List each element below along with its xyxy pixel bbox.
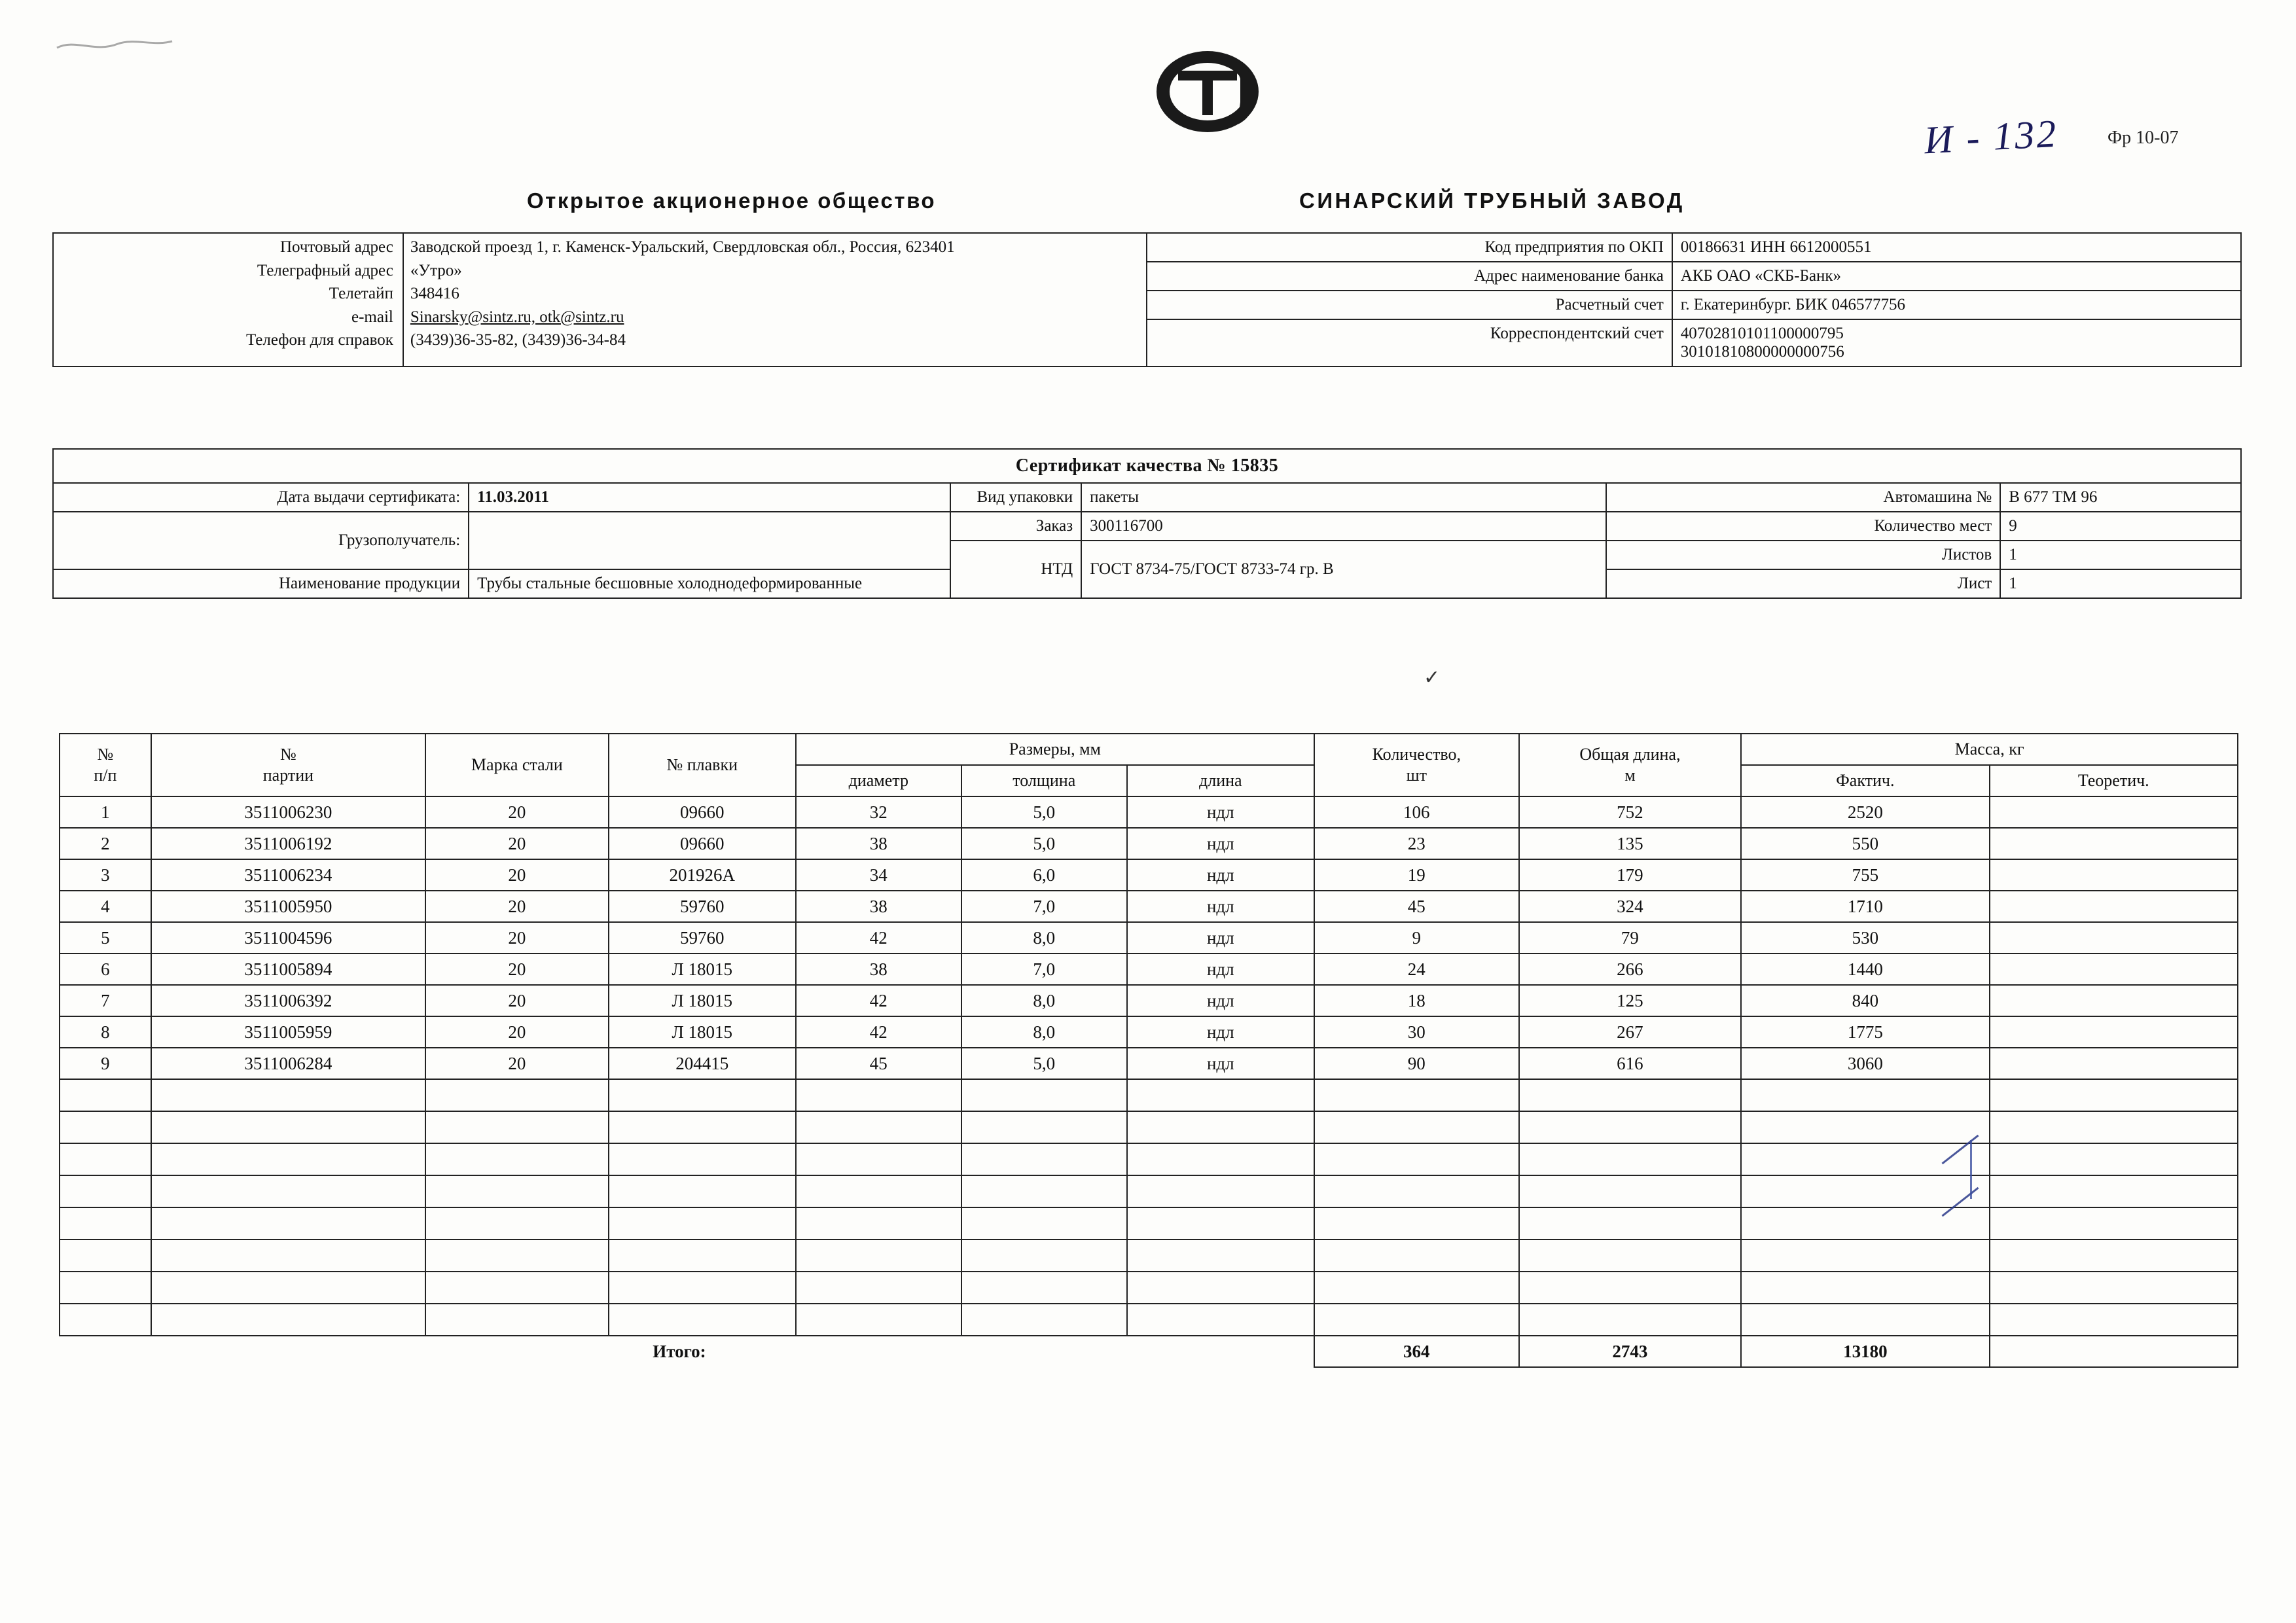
- cell-mass-theoretical: [1990, 985, 2238, 1016]
- cert-consignee-value: [469, 512, 950, 569]
- cell-heat: 204415: [609, 1048, 796, 1079]
- cell-empty: [60, 1272, 151, 1304]
- cell-empty: [1990, 1304, 2238, 1336]
- cell-empty: [1990, 1175, 2238, 1207]
- cell-diameter: 45: [796, 1048, 961, 1079]
- cell-empty: [60, 1111, 151, 1143]
- cell-empty: [151, 1240, 425, 1272]
- cell-empty: [1741, 1240, 1989, 1272]
- cell-thickness: 6,0: [961, 859, 1127, 891]
- cell-empty: [1741, 1207, 1989, 1240]
- cert-order-value: 300116700: [1081, 512, 1606, 541]
- cell-empty: [1127, 1240, 1314, 1272]
- cell-length: ндл: [1127, 954, 1314, 985]
- cell-thickness: 8,0: [961, 922, 1127, 954]
- th-thickness: толщина: [961, 765, 1127, 796]
- cell-length: ндл: [1127, 796, 1314, 828]
- cell-row-number: 9: [60, 1048, 151, 1079]
- total-mass-theoretical: [1990, 1336, 2238, 1367]
- cell-empty: [1990, 1240, 2238, 1272]
- cell-empty: [1741, 1079, 1989, 1111]
- cell-empty: [796, 1143, 961, 1175]
- contact-value-phone: (3439)36-35-82, (3439)36-34-84: [410, 331, 626, 349]
- th-total-length-line2: м: [1624, 766, 1636, 785]
- table-row: [60, 1048, 2238, 1079]
- cell-empty: [1741, 1143, 1989, 1175]
- cell-empty: [1519, 1207, 1741, 1240]
- cell-empty: [961, 1304, 1127, 1336]
- cell-empty: [796, 1111, 961, 1143]
- cell-empty: [1741, 1175, 1989, 1207]
- cell-empty: [961, 1079, 1127, 1111]
- table-row-empty: [60, 1111, 2238, 1143]
- contacts-labels-cell: [53, 233, 403, 366]
- cert-consignee-label: Грузополучатель:: [53, 512, 469, 569]
- cell-mass-fact: 1710: [1741, 891, 1989, 922]
- cell-empty: [1741, 1304, 1989, 1336]
- cell-steel: 20: [425, 954, 609, 985]
- cert-packing-value: пакеты: [1081, 483, 1606, 512]
- table-row: [60, 859, 2238, 891]
- cell-diameter: 42: [796, 1016, 961, 1048]
- cell-empty: [60, 1240, 151, 1272]
- cell-total-length: 616: [1519, 1048, 1741, 1079]
- th-quantity-line2: шт: [1406, 766, 1427, 785]
- cell-row-number: 4: [60, 891, 151, 922]
- cert-date-label: Дата выдачи сертификата:: [53, 483, 469, 512]
- cell-length: ндл: [1127, 859, 1314, 891]
- total-mass-fact: 13180: [1741, 1336, 1989, 1367]
- th-mass-fact: Фактич.: [1741, 765, 1989, 796]
- cell-empty: [609, 1175, 796, 1207]
- cell-mass-fact: 2520: [1741, 796, 1989, 828]
- cell-empty: [609, 1240, 796, 1272]
- cell-heat: 59760: [609, 891, 796, 922]
- bank-label-name: Адрес наименование банка: [1147, 262, 1672, 291]
- cell-steel: 20: [425, 796, 609, 828]
- cell-empty: [609, 1207, 796, 1240]
- total-length: 2743: [1519, 1336, 1741, 1367]
- cell-quantity: 9: [1314, 922, 1519, 954]
- th-steel-grade: Марка стали: [425, 734, 609, 796]
- cell-empty: [1127, 1111, 1314, 1143]
- cell-empty: [151, 1111, 425, 1143]
- cell-thickness: 5,0: [961, 1048, 1127, 1079]
- cell-empty: [1127, 1079, 1314, 1111]
- table-row-empty: [60, 1175, 2238, 1207]
- cell-heat: 09660: [609, 828, 796, 859]
- contact-value-email: Sinarsky@sintz.ru, otk@sintz.ru: [410, 308, 624, 326]
- cell-mass-fact: 840: [1741, 985, 1989, 1016]
- cell-quantity: 45: [1314, 891, 1519, 922]
- cell-empty: [1127, 1175, 1314, 1207]
- cell-total-length: 79: [1519, 922, 1741, 954]
- th-row-number: [60, 734, 151, 796]
- cell-empty: [609, 1111, 796, 1143]
- cell-heat: Л 18015: [609, 985, 796, 1016]
- table-row: [60, 954, 2238, 985]
- cell-steel: 20: [425, 922, 609, 954]
- cell-row-number: 7: [60, 985, 151, 1016]
- cell-empty: [60, 1143, 151, 1175]
- cell-empty: [796, 1240, 961, 1272]
- cert-sheet-label: Лист: [1606, 569, 2000, 598]
- contact-value-telegraph: «Утро»: [410, 261, 462, 279]
- cell-party: 3511004596: [151, 922, 425, 954]
- cell-empty: [796, 1272, 961, 1304]
- cell-empty: [60, 1304, 151, 1336]
- cell-empty: [1741, 1111, 1989, 1143]
- cell-mass-theoretical: [1990, 859, 2238, 891]
- cell-party: 3511006234: [151, 859, 425, 891]
- cert-packing-label: Вид упаковки: [950, 483, 1082, 512]
- cert-sheet-value: 1: [2000, 569, 2241, 598]
- cell-empty: [425, 1143, 609, 1175]
- cell-steel: 20: [425, 985, 609, 1016]
- cell-empty: [1127, 1304, 1314, 1336]
- cell-mass-fact: 1440: [1741, 954, 1989, 985]
- table-row-empty: [60, 1207, 2238, 1240]
- cell-thickness: 8,0: [961, 1016, 1127, 1048]
- cert-order-label: Заказ: [950, 512, 1082, 541]
- cell-empty: [1519, 1304, 1741, 1336]
- cell-row-number: 8: [60, 1016, 151, 1048]
- total-quantity: 364: [1314, 1336, 1519, 1367]
- cell-empty: [961, 1175, 1127, 1207]
- cell-row-number: 3: [60, 859, 151, 891]
- cell-empty: [425, 1175, 609, 1207]
- th-mass-theoretical: Теоретич.: [1990, 765, 2238, 796]
- cell-quantity: 23: [1314, 828, 1519, 859]
- cell-empty: [425, 1240, 609, 1272]
- th-party-line2: партии: [262, 766, 314, 785]
- cell-empty: [961, 1240, 1127, 1272]
- cell-empty: [1127, 1272, 1314, 1304]
- cell-empty: [151, 1304, 425, 1336]
- cell-empty: [1314, 1207, 1519, 1240]
- cell-total-length: 324: [1519, 891, 1741, 922]
- contact-label-telegraph: Телеграфный адрес: [257, 261, 393, 279]
- cell-heat: Л 18015: [609, 1016, 796, 1048]
- bank-value-name: АКБ ОАО «СКБ-Банк»: [1672, 262, 2241, 291]
- bank-value-city-bik: г. Екатеринбург. БИК 046577756: [1672, 291, 2241, 319]
- cell-empty: [1314, 1111, 1519, 1143]
- cell-empty: [609, 1079, 796, 1111]
- cell-heat: Л 18015: [609, 954, 796, 985]
- cert-product-label: Наименование продукции: [53, 569, 469, 598]
- table-row-empty: [60, 1240, 2238, 1272]
- cell-diameter: 32: [796, 796, 961, 828]
- cell-quantity: 24: [1314, 954, 1519, 985]
- cell-empty: [1990, 1079, 2238, 1111]
- th-quantity-line1: Количество,: [1372, 744, 1461, 764]
- cell-mass-fact: 1775: [1741, 1016, 1989, 1048]
- cell-empty: [60, 1207, 151, 1240]
- cell-empty: [151, 1207, 425, 1240]
- cell-mass-theoretical: [1990, 796, 2238, 828]
- cell-row-number: 5: [60, 922, 151, 954]
- cell-empty: [60, 1175, 151, 1207]
- table-row: [60, 985, 2238, 1016]
- cell-thickness: 7,0: [961, 891, 1127, 922]
- contact-value-teletype: 348416: [410, 285, 459, 302]
- cell-mass-theoretical: [1990, 1048, 2238, 1079]
- cell-heat: 201926А: [609, 859, 796, 891]
- cell-steel: 20: [425, 891, 609, 922]
- cell-diameter: 42: [796, 922, 961, 954]
- cell-mass-theoretical: [1990, 828, 2238, 859]
- th-row-number-line1: №: [97, 744, 114, 764]
- cell-empty: [151, 1079, 425, 1111]
- cell-empty: [961, 1272, 1127, 1304]
- contact-label-phone: Телефон для справок: [245, 331, 393, 349]
- ink-vertical-line: [1970, 1140, 1972, 1199]
- cell-empty: [425, 1304, 609, 1336]
- cell-empty: [961, 1143, 1127, 1175]
- table-row: [60, 891, 2238, 922]
- cell-empty: [151, 1143, 425, 1175]
- cell-empty: [796, 1079, 961, 1111]
- cell-empty: [1990, 1143, 2238, 1175]
- table-row-empty: [60, 1079, 2238, 1111]
- cell-quantity: 18: [1314, 985, 1519, 1016]
- contacts-bank-block: [52, 232, 2242, 367]
- cell-thickness: 5,0: [961, 828, 1127, 859]
- cell-steel: 20: [425, 1016, 609, 1048]
- cell-length: ндл: [1127, 891, 1314, 922]
- table-row: [60, 1016, 2238, 1048]
- cell-empty: [961, 1111, 1127, 1143]
- cell-diameter: 38: [796, 954, 961, 985]
- cell-empty: [1519, 1143, 1741, 1175]
- th-length: длина: [1127, 765, 1314, 796]
- cell-length: ндл: [1127, 828, 1314, 859]
- cell-empty: [1519, 1079, 1741, 1111]
- contact-label-teletype: Телетайп: [329, 285, 393, 302]
- cell-mass-theoretical: [1990, 922, 2238, 954]
- cell-empty: [1990, 1111, 2238, 1143]
- cell-heat: 59760: [609, 922, 796, 954]
- cert-sheets-label: Листов: [1606, 541, 2000, 569]
- cell-party: 3511006392: [151, 985, 425, 1016]
- cell-party: 3511006230: [151, 796, 425, 828]
- cell-quantity: 90: [1314, 1048, 1519, 1079]
- cell-empty: [796, 1304, 961, 1336]
- cell-empty: [1990, 1207, 2238, 1240]
- cell-empty: [60, 1079, 151, 1111]
- th-party: [151, 734, 425, 796]
- cell-empty: [1519, 1272, 1741, 1304]
- cert-vehicle-label: Автомашина №: [1606, 483, 2000, 512]
- contact-value-postal: Заводской проезд 1, г. Каменск-Уральский, Свердловская обл., Россия, 623401: [410, 238, 955, 256]
- th-total-length-line1: Общая длина,: [1579, 744, 1681, 764]
- cell-mass-theoretical: [1990, 891, 2238, 922]
- cell-mass-fact: 3060: [1741, 1048, 1989, 1079]
- cell-party: 3511005959: [151, 1016, 425, 1048]
- cell-empty: [425, 1272, 609, 1304]
- cert-date-value: 11.03.2011: [469, 483, 950, 512]
- handwritten-mark: И - 132: [1923, 111, 2059, 162]
- cell-thickness: 5,0: [961, 796, 1127, 828]
- cell-quantity: 19: [1314, 859, 1519, 891]
- bank-value-accounts: [1672, 319, 2241, 366]
- cell-row-number: 6: [60, 954, 151, 985]
- cell-mass-fact: 530: [1741, 922, 1989, 954]
- cell-length: ндл: [1127, 922, 1314, 954]
- cell-party: 3511006192: [151, 828, 425, 859]
- cell-steel: 20: [425, 1048, 609, 1079]
- org-name-title: СИНАРСКИЙ ТРУБНЫЙ ЗАВОД: [1299, 188, 1685, 213]
- cert-ntd-value: ГОСТ 8734-75/ГОСТ 8733-74 гр. В: [1081, 541, 1606, 598]
- cell-total-length: 135: [1519, 828, 1741, 859]
- cell-length: ндл: [1127, 1048, 1314, 1079]
- table-row-empty: [60, 1304, 2238, 1336]
- cell-total-length: 266: [1519, 954, 1741, 985]
- cell-empty: [1314, 1304, 1519, 1336]
- cell-thickness: 8,0: [961, 985, 1127, 1016]
- cell-empty: [151, 1272, 425, 1304]
- cell-empty: [1519, 1240, 1741, 1272]
- cell-mass-theoretical: [1990, 954, 2238, 985]
- cell-row-number: 1: [60, 796, 151, 828]
- cell-empty: [1314, 1143, 1519, 1175]
- cell-mass-fact: 755: [1741, 859, 1989, 891]
- table-row-empty: [60, 1143, 2238, 1175]
- cert-places-value: 9: [2000, 512, 2241, 541]
- cell-empty: [609, 1143, 796, 1175]
- cell-empty: [796, 1207, 961, 1240]
- cell-empty: [961, 1207, 1127, 1240]
- cell-steel: 20: [425, 859, 609, 891]
- total-spacer: Итого:: [60, 1336, 1314, 1367]
- cell-steel: 20: [425, 828, 609, 859]
- cert-sheets-value: 1: [2000, 541, 2241, 569]
- certificate-title: Сертификат качества № 15835: [53, 449, 2241, 483]
- th-row-number-line2: п/п: [94, 766, 117, 785]
- contact-label-email: e-mail: [351, 308, 393, 326]
- org-type-title: Открытое акционерное общество: [527, 188, 937, 213]
- cell-length: ндл: [1127, 1016, 1314, 1048]
- th-mass: Масса, кг: [1741, 734, 2238, 765]
- products-table: [59, 733, 2238, 1368]
- table-row: [60, 922, 2238, 954]
- company-logo: [1142, 39, 1273, 144]
- cert-ntd-label: НТД: [950, 541, 1082, 598]
- th-party-line1: №: [280, 744, 296, 764]
- cell-diameter: 38: [796, 828, 961, 859]
- cell-total-length: 752: [1519, 796, 1741, 828]
- cell-empty: [1519, 1175, 1741, 1207]
- cell-empty: [1314, 1175, 1519, 1207]
- th-diameter: диаметр: [796, 765, 961, 796]
- cell-empty: [1990, 1272, 2238, 1304]
- contact-label-postal: Почтовый адрес: [279, 238, 393, 256]
- cell-empty: [425, 1079, 609, 1111]
- cell-empty: [1314, 1079, 1519, 1111]
- cert-places-label: Количество мест: [1606, 512, 2000, 541]
- bank-label-correspondent: Корреспондентский счет: [1147, 319, 1672, 366]
- th-sizes: Размеры, мм: [796, 734, 1314, 765]
- cell-total-length: 267: [1519, 1016, 1741, 1048]
- cell-mass-theoretical: [1990, 1016, 2238, 1048]
- cell-empty: [1519, 1111, 1741, 1143]
- bank-value-correspondent-account: 30101810800000000756: [1680, 343, 1844, 361]
- bank-value-settlement-account: 40702810101100000795: [1680, 325, 1844, 342]
- cell-party: 3511005894: [151, 954, 425, 985]
- cell-total-length: 125: [1519, 985, 1741, 1016]
- cert-product-value: Трубы стальные бесшовные холоднодеформированные: [469, 569, 950, 598]
- cell-party: 3511005950: [151, 891, 425, 922]
- cell-mass-fact: 550: [1741, 828, 1989, 859]
- cell-party: 3511006284: [151, 1048, 425, 1079]
- ink-scribble: [56, 36, 173, 56]
- cell-empty: [1314, 1272, 1519, 1304]
- cell-empty: [151, 1175, 425, 1207]
- table-row: [60, 828, 2238, 859]
- table-row: [60, 796, 2238, 828]
- cell-heat: 09660: [609, 796, 796, 828]
- cell-row-number: 2: [60, 828, 151, 859]
- th-heat-number: № плавки: [609, 734, 796, 796]
- cell-diameter: 42: [796, 985, 961, 1016]
- cert-vehicle-value: В 677 ТМ 96: [2000, 483, 2241, 512]
- certificate-block: [52, 448, 2242, 599]
- cell-empty: [1127, 1143, 1314, 1175]
- cell-empty: [609, 1304, 796, 1336]
- cell-empty: [425, 1207, 609, 1240]
- cell-empty: [425, 1111, 609, 1143]
- table-row-empty: [60, 1272, 2238, 1304]
- cell-empty: [796, 1175, 961, 1207]
- ink-tick-mark: ✓: [1424, 667, 1441, 688]
- form-code: Фр 10-07: [2108, 128, 2179, 148]
- cell-empty: [609, 1272, 796, 1304]
- products-table-body: [60, 796, 2238, 1336]
- th-quantity: [1314, 734, 1519, 796]
- cell-thickness: 7,0: [961, 954, 1127, 985]
- cell-empty: [1314, 1240, 1519, 1272]
- bank-label-settlement: Расчетный счет: [1147, 291, 1672, 319]
- cell-quantity: 30: [1314, 1016, 1519, 1048]
- cell-diameter: 34: [796, 859, 961, 891]
- cell-total-length: 179: [1519, 859, 1741, 891]
- bank-value-okp: 00186631 ИНН 6612000551: [1672, 233, 2241, 262]
- cell-quantity: 106: [1314, 796, 1519, 828]
- cell-diameter: 38: [796, 891, 961, 922]
- bank-label-okp: Код предприятия по ОКП: [1147, 233, 1672, 262]
- th-total-length: [1519, 734, 1741, 796]
- cell-length: ндл: [1127, 985, 1314, 1016]
- cell-empty: [1741, 1272, 1989, 1304]
- contacts-values-cell: [403, 233, 1147, 366]
- cell-empty: [1127, 1207, 1314, 1240]
